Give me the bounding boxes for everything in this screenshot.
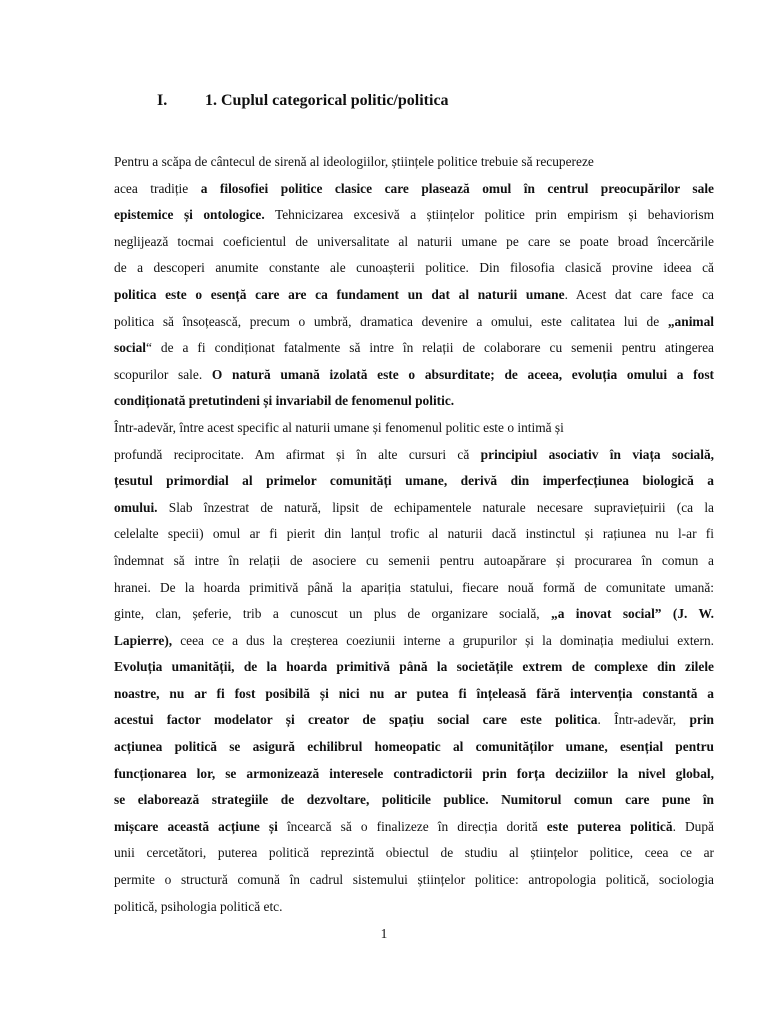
text-line	[114, 681, 714, 708]
bold-text: este puterea politică	[546, 818, 673, 834]
text-line	[114, 654, 714, 681]
text-segment: Slab înzestrat de natură, lipsit de echipamentele naturale necesare supraviețuirii (ca la	[157, 499, 714, 515]
text-line	[114, 229, 714, 256]
text-segment: încearcă să o finalizeze în direcția dorită	[277, 818, 547, 834]
text-line	[114, 282, 714, 309]
text-segment: permite o structură comună în cadrul sistemului științelor politice: antropologia politică, sociologia	[114, 872, 714, 888]
bold-text: omului.	[114, 499, 158, 515]
text-line	[114, 309, 714, 336]
text-segment: ginte, clan, șeferie, trib a cunoscut un plus de organizare socială,	[114, 606, 551, 622]
text-line	[114, 787, 714, 814]
text-segment: scopurilor sale.	[114, 366, 212, 382]
bold-text: principiul asociativ în viața socială,	[480, 446, 714, 462]
bold-text: politica este o esență care are ca fundament un dat al naturii umane	[114, 286, 565, 302]
text-segment: politica să însoțească, precum o umbră, dramatica devenire a omului, este calitatea lui de	[114, 313, 668, 329]
text-line	[114, 761, 714, 788]
text-segment: unii cercetători, puterea politică reprezintă obiectul de studiu al științelor politice, ceea ce ar	[114, 845, 714, 861]
text-segment: . Acest dat care face ca	[564, 286, 714, 302]
bold-text: mișcare această acțiune și	[114, 818, 278, 834]
text-line	[114, 335, 714, 362]
text-segment: politică, psihologia politică etc.	[114, 898, 283, 914]
bold-text: condiționată pretutindeni și invariabil de fenomenul politic.	[114, 393, 455, 409]
heading-number: I.	[157, 92, 168, 109]
text-line	[114, 521, 714, 548]
text-line	[114, 601, 714, 628]
text-line	[114, 362, 714, 389]
text-line	[114, 149, 714, 176]
bold-text: a filosofiei politice clasice care plasează omul în centrul preocupărilor sale	[200, 180, 714, 196]
page-number: 1	[380, 926, 388, 941]
bold-text: țesutul primordial al primelor comunități umane, derivă din imperfecțiunea biologică a	[114, 473, 714, 489]
text-line	[114, 176, 714, 203]
text-segment: Pentru a scăpa de cântecul de sirenă al ideologiilor, științele politice trebuie să recupereze	[114, 154, 594, 169]
bold-text: prin	[689, 712, 714, 728]
text-segment: de a descoperi anumite constante ale cunoașterii politice. Din filosofia clasică provine ideea că	[114, 260, 714, 276]
text-line	[114, 628, 714, 655]
text-line	[114, 867, 714, 894]
text-line	[114, 548, 714, 575]
bold-text: Lapierre),	[114, 632, 173, 648]
text-line	[114, 814, 714, 841]
text-line	[114, 894, 714, 921]
text-line	[114, 255, 714, 282]
text-line	[114, 415, 714, 442]
heading-title: 1. Cuplul categorical politic/politica	[205, 92, 449, 109]
body-text	[114, 149, 714, 920]
bold-text: noastre, nu ar fi fost posibilă și nici nu ar putea fi înțeleasă fără intervenția constantă a	[114, 685, 714, 701]
bold-text: se elaborează strategiile de dezvoltare, politicile publice. Numitorul comun care pune în	[114, 792, 714, 808]
text-segment: ceea ce a dus la creșterea coeziunii interne a grupurilor și la dominația mediului extern.	[172, 632, 714, 648]
text-line	[114, 734, 714, 761]
text-line	[114, 468, 714, 495]
text-segment: Într-adevăr, între acest specific al naturii umane și fenomenul politic este o intimă și	[114, 419, 564, 435]
text-line	[114, 388, 714, 415]
section-heading	[157, 92, 449, 110]
text-segment: îndemnat să intre în relații de asociere cu semenii pentru autoapărare și procurarea în comun a	[114, 552, 714, 568]
text-segment: acea tradiție	[114, 180, 201, 196]
text-line	[114, 707, 714, 734]
bold-text: „a inovat social” (J. W.	[551, 606, 714, 622]
bold-text: „animal	[667, 313, 714, 329]
text-line	[114, 840, 714, 867]
bold-text: acțiunea politică se asigură echilibrul homeopatic al comunităților umane, esențial pentru	[114, 739, 714, 755]
bold-text: Evoluția umanității, de la hoarda primitivă până la societățile extrem de complexe din zilele	[114, 659, 714, 675]
bold-text: funcționarea lor, se armonizează interesele contradictorii prin forța deciziilor la nivel global,	[114, 765, 714, 781]
text-segment: . Într-adevăr,	[597, 712, 690, 728]
bold-text: social	[114, 340, 146, 356]
text-segment: Tehnicizarea excesivă a științelor politice prin empirism și behaviorism	[264, 207, 714, 223]
text-segment: . După	[672, 818, 714, 834]
text-segment: celelalte specii) omul ar fi pierit din lanțul trofic al naturii dacă instinctul și rațiunea nu l-ar fi	[114, 526, 714, 542]
text-segment: hranei. De la hoarda primitivă până la apariția statului, fiecare nouă formă de comunitate umană:	[114, 579, 714, 595]
text-line	[114, 495, 714, 522]
text-line	[114, 442, 714, 469]
text-segment: neglijează tocmai coeficientul de universalitate al naturii umane pe care se poate broad încercările	[114, 233, 714, 249]
text-segment: profundă reciprocitate. Am afirmat și în alte cursuri că	[114, 446, 481, 462]
text-line	[114, 575, 714, 602]
bold-text: acestui factor modelator și creator de spațiu social care este politica	[114, 712, 598, 728]
text-line	[114, 202, 714, 229]
bold-text: epistemice și ontologice.	[114, 207, 265, 223]
text-segment: “ de a fi condiționat fatalmente să intre în relații de colaborare cu semenii pentru atingerea	[146, 340, 714, 356]
bold-text: O natură umană izolată este o absurditate; de aceea, evoluția omului a fost	[211, 366, 714, 382]
